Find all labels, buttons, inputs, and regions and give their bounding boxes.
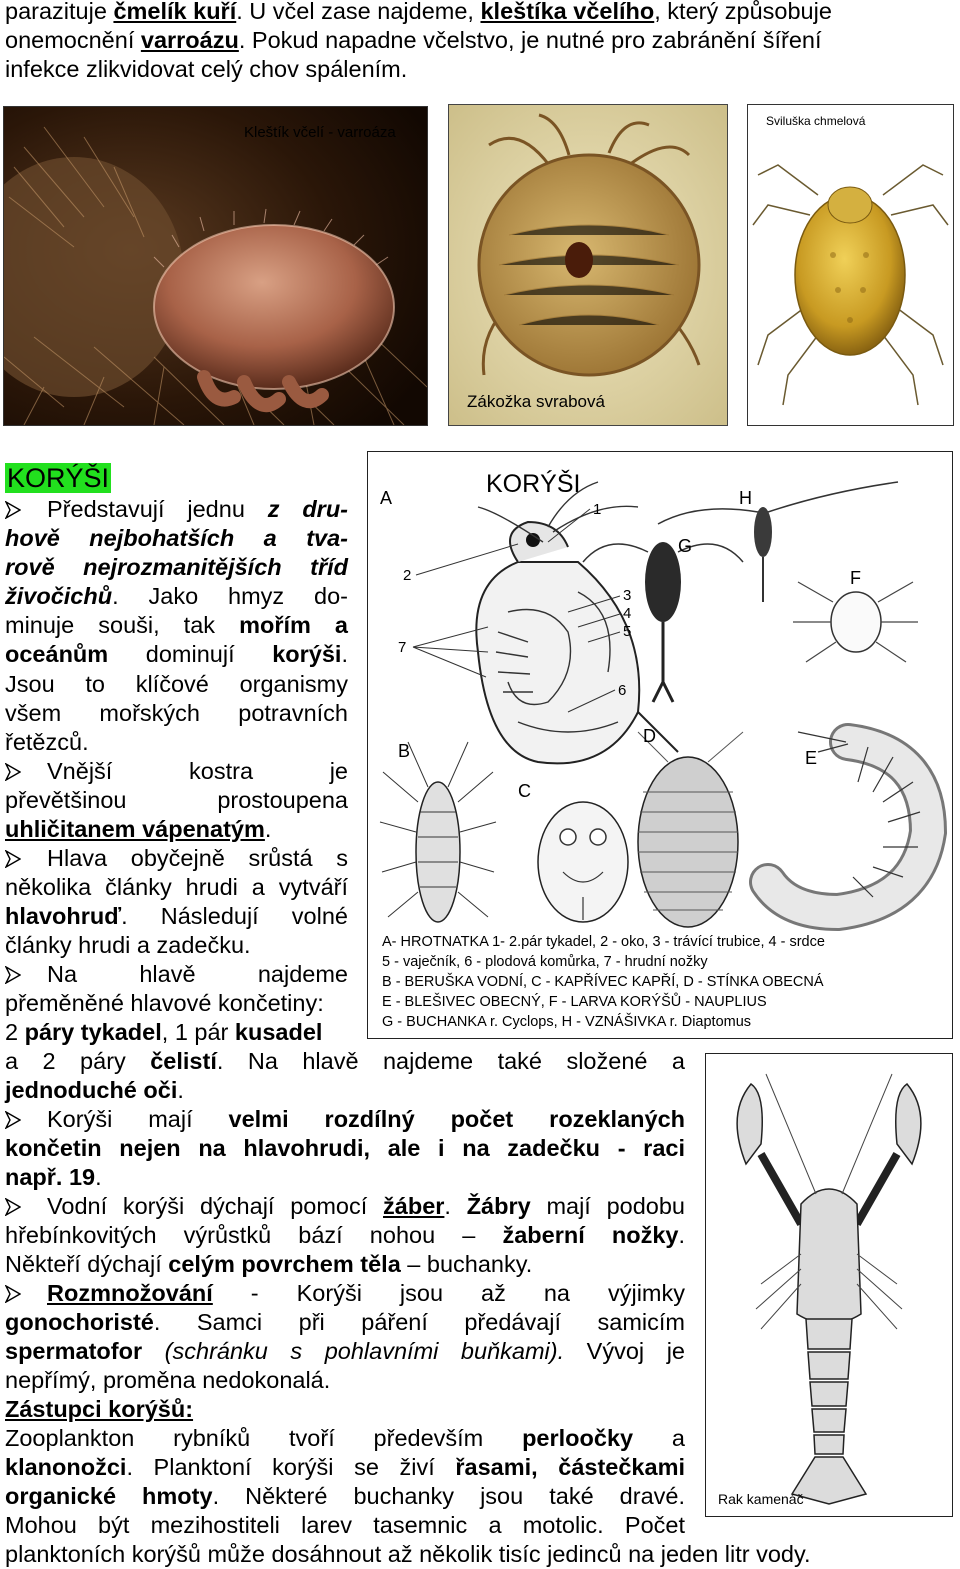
bullet-5-line: např. 19. (5, 1164, 102, 1190)
zastupci-line: Mohou být mezihostiteli larev tasemnic a motolic. Počet (5, 1512, 685, 1538)
bullet-7-line: gonochoristé. Samci při páření předávají samicím (5, 1309, 685, 1335)
bullet-2-line: uhličitanem vápenatým. (5, 816, 272, 842)
link-klestik-vceli[interactable]: kleštíka včelího (480, 0, 655, 24)
label-G: G (678, 536, 693, 556)
varroa-photo (3, 106, 428, 426)
bullet-2: Vnější kostra je (5, 757, 348, 786)
bullet-6: Vodní korýši dýchají pomocí žáber. Žábry mají podobu (5, 1192, 685, 1221)
crustacea-figure (367, 451, 953, 1039)
bullet-4-line: přeměněné hlavové končetiny: (5, 990, 324, 1016)
figure-title: KORÝŠI (486, 470, 581, 498)
crayfish-caption: Rak kamenáč (718, 1491, 804, 1507)
label-5: 5 (623, 623, 632, 640)
bullet-3-line: několika články hrudi a vytváří (5, 874, 348, 900)
intro-line-3: infekce zlikvidovat celý chov spálením. (5, 56, 408, 82)
spider-mite-photo (747, 104, 954, 426)
intro-line-2: onemocnění varroázu. Pokud napadne včelstvo, je nutné pro zabránění šíření (5, 27, 822, 53)
zastupci-line: organické hmoty. Některé buchanky jsou také dravé. (5, 1483, 685, 1509)
zastupci-line: Zooplankton rybníků tvoří především perloočky a (5, 1425, 685, 1451)
asellus-drawing (380, 742, 496, 922)
spider-mite-caption: Sviluška chmelová (766, 114, 866, 128)
bullet-1-line: řetězců. (5, 729, 89, 755)
bullet-1-line: minuje souši, tak mořím a (5, 612, 349, 638)
label-3: 3 (623, 587, 632, 604)
bullet-1-line: všem mořských potravních (5, 700, 348, 726)
bullet-1-line: Jsou to klíčové organismy (5, 671, 348, 697)
bullet-arrow-icon (5, 960, 47, 989)
zastupci-line: planktoních korýšů může dosáhnout až několik tisíc jedinců na jeden litr vody. (5, 1541, 811, 1567)
label-6: 6 (618, 682, 627, 699)
bullet-5: Korýši mají velmi rozdílný počet rozeklaných (5, 1105, 685, 1134)
intro-line-1: parazituje čmelík kuří. U včel zase najdeme, kleštíka včelího, který způsobuje (5, 0, 832, 24)
label-2: 2 (403, 567, 412, 584)
bullet-6-line: Někteří dýchají celým povrchem těla – buchanky. (5, 1251, 533, 1277)
diaptomus-drawing (658, 482, 898, 602)
figure-caption-line: A- HROTNATKA 1- 2.pár tykadel, 2 - oko, 3 - trávící trubice, 4 - srdce (382, 934, 825, 950)
link-cmelik-kuri[interactable]: čmelík kuří (113, 0, 237, 24)
bullet-arrow-icon (5, 495, 47, 524)
crayfish-figure (705, 1053, 953, 1517)
zastupci-line: klanonožci. Planktoní korýši se živí řasami, částečkami (5, 1454, 685, 1480)
bullet-6-line: hřebínkovitých výrůstků bází nohou – žaberní nožky. (5, 1222, 685, 1248)
bullet-arrow-icon (5, 1105, 47, 1134)
bullet-7-line: spermatofor (schránku s pohlavními buňkami). Vývoj je (5, 1338, 685, 1364)
figure-caption-line: E - BLEŠIVEC OBECNÝ, F - LARVA KORÝŠŮ - NAUPLIUS (382, 994, 767, 1010)
nauplius-drawing (793, 582, 918, 662)
bullet-arrow-icon (5, 757, 47, 786)
bullet-4-line: 2 páry tykadel, 1 pár kusadel (5, 1019, 323, 1045)
bullet-arrow-icon (5, 1279, 47, 1308)
section-heading: KORÝŠI (7, 463, 110, 493)
bullet-4-line: a 2 páry čelistí. Na hlavě najdeme také složené a (5, 1048, 685, 1074)
bullet-3: Hlava obyčejně srůstá s (5, 844, 348, 873)
bullet-4: Na hlavě najdeme (5, 960, 348, 989)
label-B: B (398, 741, 411, 761)
link-varroaza[interactable]: varroázu (140, 27, 239, 53)
label-E: E (805, 748, 818, 768)
bullet-5-line: končetin nejen na hlavohrudi, ale i na zadečku - raci (5, 1135, 685, 1161)
label-H: H (739, 488, 752, 508)
label-4: 4 (623, 605, 632, 622)
bullet-1-line: hově nejbohatších a tva- (5, 525, 348, 551)
daphnia-drawing (476, 482, 678, 763)
label-D: D (643, 726, 656, 746)
figure-caption-line: G - BUCHANKA r. Cyclops, H - VZNÁŠIVKA r. Diaptomus (382, 1014, 752, 1030)
bullet-arrow-icon (5, 1192, 47, 1221)
bullet-3-line: hlavohruď. Následují volné (5, 903, 348, 929)
label-F: F (850, 568, 861, 588)
figure-caption-line: B - BERUŠKA VODNÍ, C - KAPŘÍVEC KAPŘÍ, D - STÍNKA OBECNÁ (382, 974, 824, 990)
varroa-caption: Kleštík včelí - varroáza (244, 124, 396, 141)
bullet-4-line: jednoduché oči. (5, 1077, 184, 1103)
bullet-1-line: rově nejrozmanitějších tříd (5, 554, 348, 580)
label-1: 1 (593, 501, 602, 518)
scabies-photo (448, 104, 728, 426)
label-A: A (380, 488, 393, 508)
bullet-arrow-icon (5, 844, 47, 873)
bullet-3-line: články hrudi a zadečku. (5, 932, 251, 958)
bullet-1-line: živočichů. Jako hmyz do- (5, 583, 348, 609)
figure-caption-line: 5 - vaječník, 6 - plodová komůrka, 7 - hrudní nožky (382, 954, 708, 970)
argulus-drawing (538, 802, 628, 922)
bullet-1-line: oceánům dominují korýši. (5, 641, 348, 667)
bullet-7: Rozmnožování - Korýši jsou až na výjimky (5, 1279, 685, 1308)
gammarus-drawing (768, 732, 928, 912)
oniscus-drawing (638, 732, 743, 927)
label-C: C (518, 781, 531, 801)
label-7: 7 (398, 639, 407, 656)
zastupci-heading: Zástupci korýšů: (5, 1396, 194, 1422)
bullet-2-line: převětšinou prostoupena (5, 787, 348, 813)
scabies-caption: Zákožka svrabová (467, 392, 605, 411)
bullet-1: Představují jednu z dru- (5, 495, 348, 524)
bullet-7-line: nepřímý, proměna nedokonalá. (5, 1367, 331, 1393)
